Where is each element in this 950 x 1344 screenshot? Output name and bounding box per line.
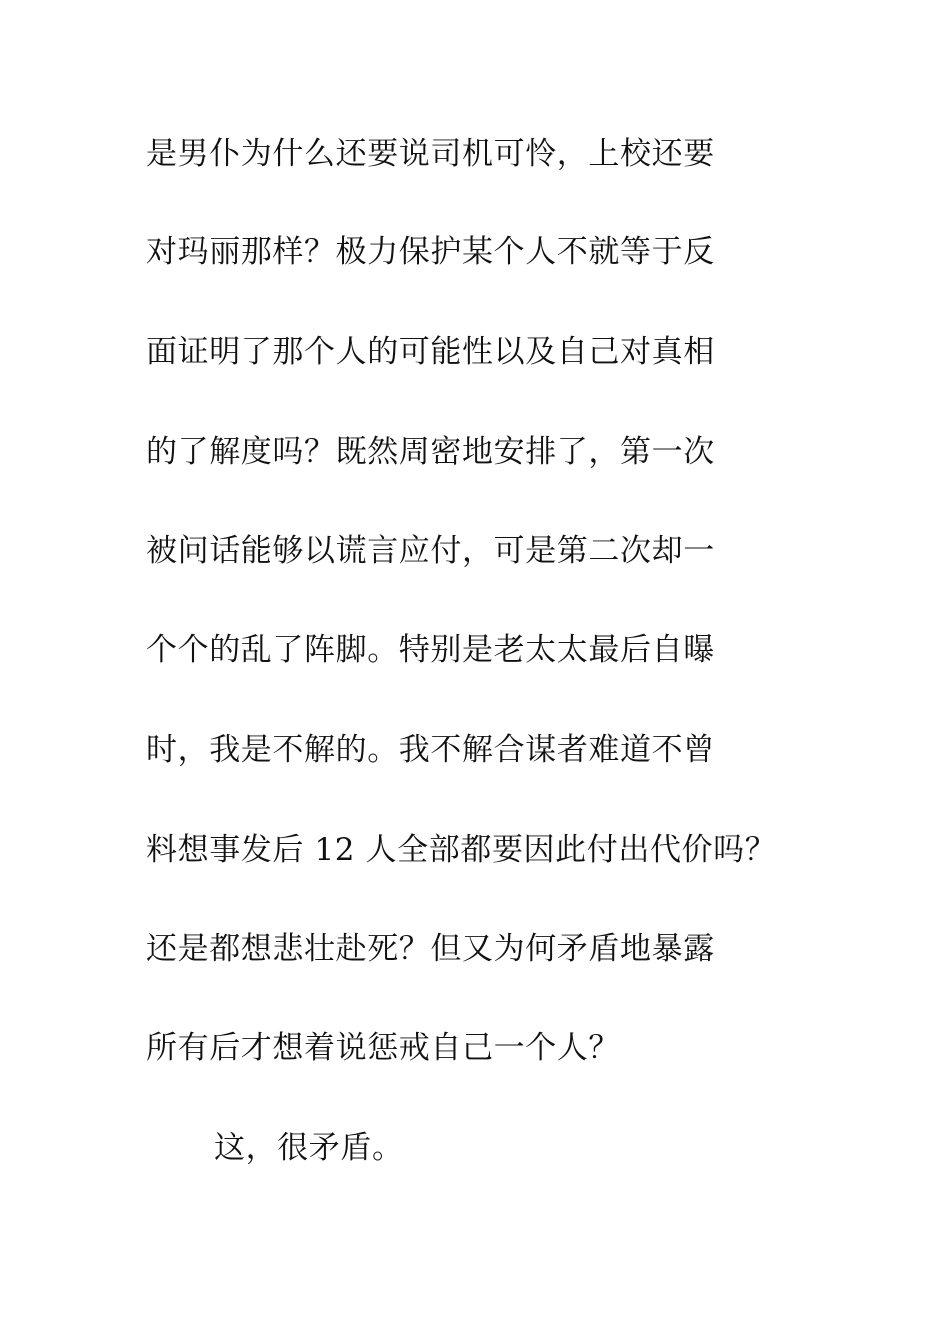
text-line: 的了解度吗？既然周密地安排了，第一次 (146, 434, 715, 470)
closing-paragraph: 这，很矛盾。 (214, 1130, 404, 1166)
text-line: 料想事发后 12 人全部都要因此付出代价吗？ (146, 832, 777, 868)
text-line: 对玛丽那样？极力保护某个人不就等于反 (146, 234, 715, 270)
text-line: 时，我是不解的。我不解合谋者难道不曾 (146, 732, 715, 768)
text-line: 所有后才想着说惩戒自己一个人？ (146, 1030, 620, 1066)
text-line: 是男仆为什么还要说司机可怜，上校还要 (146, 136, 715, 172)
text-line: 被问话能够以谎言应付，可是第二次却一 (146, 533, 715, 569)
text-line: 还是都想悲壮赴死？但又为何矛盾地暴露 (146, 931, 715, 967)
text-line: 面证明了那个人的可能性以及自己对真相 (146, 334, 715, 370)
text-line: 个个的乱了阵脚。特别是老太太最后自曝 (146, 632, 715, 668)
